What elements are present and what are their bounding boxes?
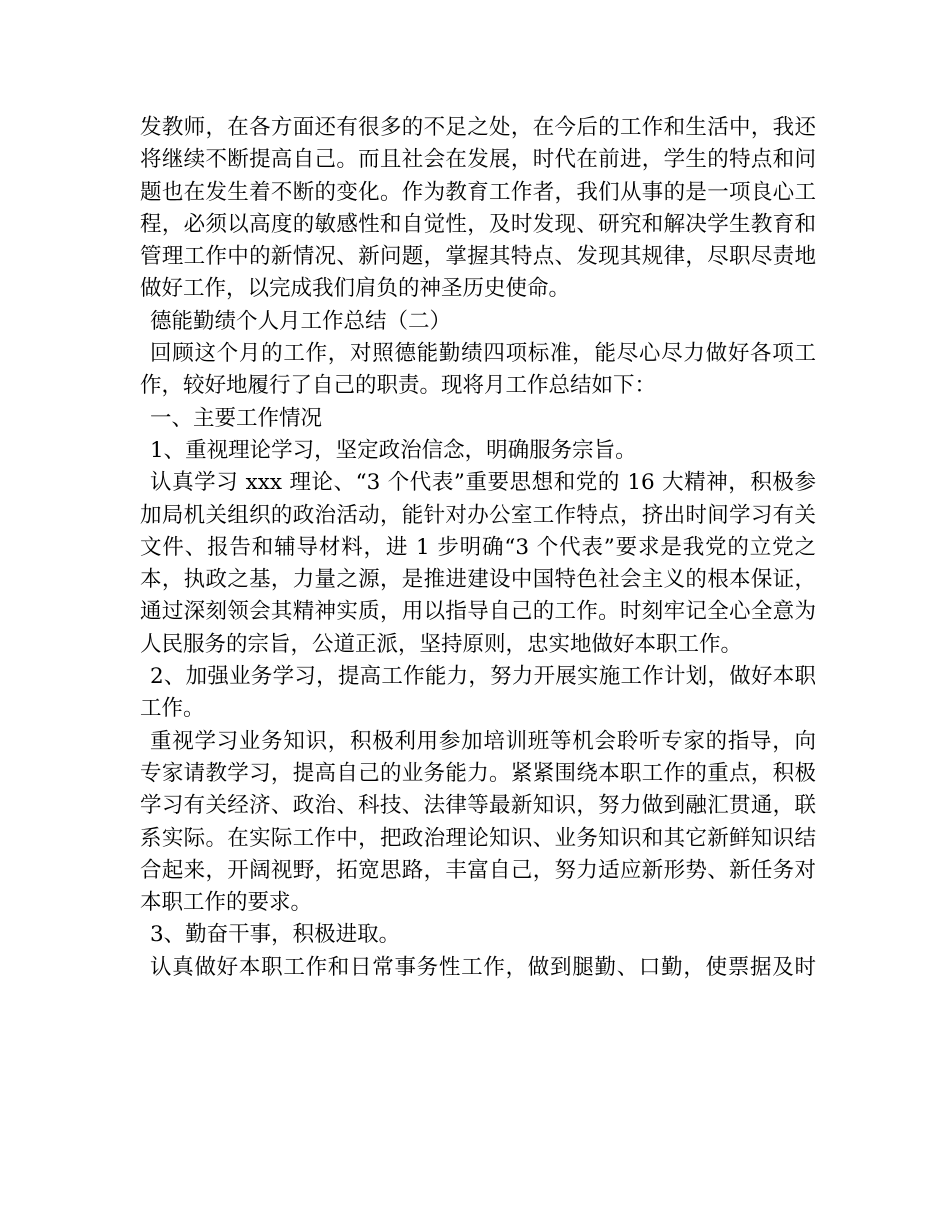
text-line: 德能勤绩个人月工作总结（二） — [150, 308, 452, 334]
text-line: 本职工作的要求。 — [140, 890, 313, 916]
text-line: 题也在发生着不断的变化。作为教育工作者，我们从事的是一项良心工 — [140, 179, 816, 205]
text-line: 人民服务的宗旨，公道正派，坚持原则，忠实地做好本职工作。 — [140, 631, 743, 657]
text-line: 认真学习 xxx 理论、“3 个代表”重要思想和党的 16 大精神，积极参 — [150, 470, 816, 496]
text-line: 专家请教学习，提高自己的业务能力。紧紧围绕本职工作的重点，积极 — [140, 760, 816, 786]
text-line: 将继续不断提高自己。而且社会在发展，时代在前进，学生的特点和问 — [140, 147, 816, 173]
text-line: 文件、报告和辅导材料，进 1 步明确“3 个代表”要求是我党的立党之 — [140, 534, 816, 560]
text-line: 做好工作，以完成我们肩负的神圣历史使命。 — [140, 276, 571, 302]
text-line: 工作。 — [140, 696, 205, 722]
text-line: 认真做好本职工作和日常事务性工作，做到腿勤、口勤，使票据及时 — [150, 954, 816, 980]
text-line: 学习有关经济、政治、科技、法律等最新知识，努力做到融汇贯通，联 — [140, 793, 816, 819]
text-line: 程，必须以高度的敏感性和自觉性，及时发现、研究和解决学生教育和 — [140, 211, 816, 237]
text-line: 回顾这个月的工作，对照德能勤绩四项标准，能尽心尽力做好各项工 — [150, 341, 816, 367]
text-line: 通过深刻领会其精神实质，用以指导自己的工作。时刻牢记全心全意为 — [140, 599, 816, 625]
text-line: 发教师，在各方面还有很多的不足之处，在今后的工作和生活中，我还 — [140, 115, 816, 140]
document-body — [140, 112, 816, 984]
text-line: 2、加强业务学习，提高工作能力，努力开展实施工作计划，做好本职 — [150, 664, 816, 690]
text-line: 本，执政之基，力量之源，是推进建设中国特色社会主义的根本保证， — [140, 567, 816, 593]
text-line: 系实际。在实际工作中，把政治理论知识、业务知识和其它新鲜知识结 — [140, 825, 816, 851]
text-line: 重视学习业务知识，积极利用参加培训班等机会聆听专家的指导，向 — [150, 728, 816, 754]
text-line: 作，较好地履行了自己的职责。现将月工作总结如下： — [140, 373, 657, 399]
text-line: 合起来，开阔视野，拓宽思路，丰富自己，努力适应新形势、新任务对 — [140, 857, 816, 883]
text-line: 3、勤奋干事，积极进取。 — [150, 922, 401, 948]
text-line: 管理工作中的新情况、新问题，掌握其特点、发现其规律，尽职尽责地 — [140, 244, 816, 270]
text-line: 加局机关组织的政治活动，能针对办公室工作特点，挤出时间学习有关 — [140, 502, 816, 528]
text-line: 一、主要工作情况 — [150, 405, 323, 431]
text-line: 1、重视理论学习，坚定政治信念，明确服务宗旨。 — [150, 437, 637, 463]
